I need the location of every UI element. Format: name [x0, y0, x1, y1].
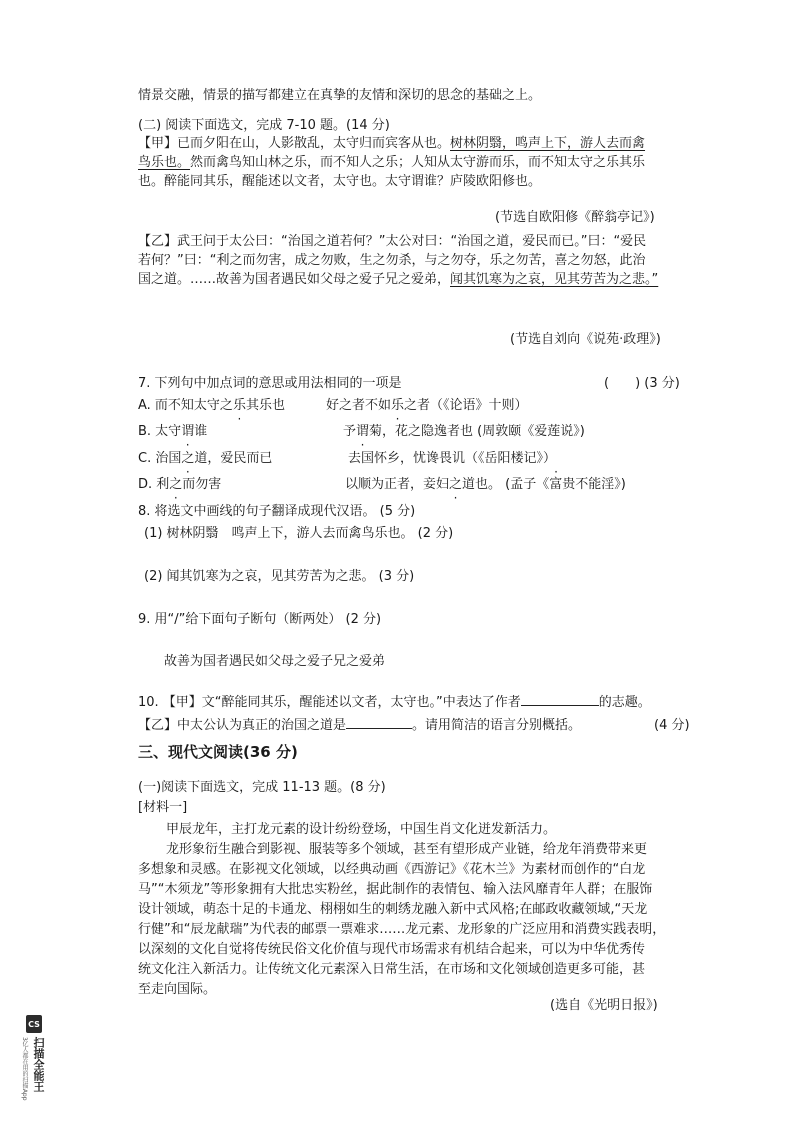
- camscanner-logo-icon: CS: [26, 1015, 42, 1033]
- paragraph-line: 马”“木须龙”等形象拥有大批忠实粉丝，据此制作的表情包、输入法风靡青年人群；在服饰: [138, 882, 653, 897]
- passage-yi-line: 若何？”曰：“利之而勿害，成之勿败，生之勿杀，与之勿夺，乐之勿苦，喜之勿怒，此治: [138, 253, 646, 268]
- paragraph-line: 行健”和“辰龙献瑞”为代表的邮票一票难求……龙元素、龙形象的广泛应用和消费实践表明，: [138, 922, 666, 937]
- passage-jia-line: 也。醉能同其乐，醒能述以文者，太守也。太守谓谁？庐陵欧阳修也。: [138, 174, 542, 189]
- passage-jia-line: 鸟乐也。然而禽鸟知山林之乐，而不知人之乐；人知从太守游而乐，而不知太守之乐其乐: [138, 155, 646, 170]
- watermark-title: 扫描全能王: [32, 1037, 45, 1092]
- section-header: (二) 阅读下面选文，完成 7-10 题。(14 分): [138, 118, 390, 133]
- passage-yi-line: 国之道。……故善为国者遇民如父母之爱子兄之爱弟，闻其饥寒为之哀，见其劳苦为之悲。”: [138, 272, 659, 287]
- question-10-score: (4 分): [654, 718, 690, 733]
- paragraph-line: 统文化注入新活力。让传统文化元素深入日常生活，在市场和文化领域创造更多可能，甚: [138, 962, 646, 977]
- paragraph-line: 龙形象衍生融合到影视、服装等多个领域，甚至有望形成产业链，给龙年消费带来更: [166, 842, 648, 857]
- paragraph-line: 至走向国际。: [138, 982, 217, 997]
- passage-source: (选自《光明日报》): [550, 998, 658, 1013]
- subsection-header: (一)阅读下面选文，完成 11-13 题。(8 分): [138, 780, 386, 795]
- question-9: 9. 用“/”给下面句子断句（断两处） (2 分): [138, 612, 382, 627]
- passage-source: (节选自刘向《说苑·政理》): [510, 332, 661, 347]
- question-8-1: (1) 树林阴翳 鸣声上下，游人去而禽鸟乐也。 (2 分): [144, 526, 454, 541]
- underlined-sentence: 闻其饥寒为之哀，见其劳苦为之悲。”: [450, 272, 659, 287]
- question-9-text: 故善为国者遇民如父母之爱子兄之爱弟: [164, 654, 386, 669]
- question-8-2: (2) 闻其饥寒为之哀，见其劳苦为之悲。 (3 分): [144, 569, 415, 584]
- question-7: 7. 下列句中加点词的意思或用法相同的一项是: [138, 376, 402, 391]
- paragraph-line: 甲辰龙年，主打龙元素的设计纷纷登场，中国生肖文化迸发新活力。: [166, 822, 557, 837]
- watermark-subtitle: 3亿人都在用的扫描App: [21, 1037, 28, 1101]
- question-10-line2: 【乙】中太公认为真正的治国之道是 。请用简洁的语言分别概括。: [138, 718, 582, 733]
- paragraph-line: 设计领域，萌态十足的卡通龙、栩栩如生的刺绣龙融入新中式风格;在邮政收藏领域,“天龙: [138, 902, 648, 917]
- passage-source: (节选自欧阳修《醉翁亭记》): [495, 210, 655, 225]
- passage-yi-line: 【乙】武王问于太公曰：“治国之道若何？”太公对曰：“治国之道，爱民而已。”曰：“爱民: [138, 234, 647, 249]
- question-8: 8. 将选文中画线的句子翻译成现代汉语。 (5 分): [138, 504, 416, 519]
- answer-blank[interactable]: [346, 716, 412, 729]
- underlined-sentence: 树林阴翳，鸣声上下，游人去而禽: [450, 136, 646, 151]
- passage-jia-line: 【甲】已而夕阳在山，人影散乱，太守归而宾客从也。树林阴翳，鸣声上下，游人去而禽: [138, 136, 646, 151]
- question-7-score: ( ) (3 分): [604, 376, 680, 391]
- underlined-sentence: 鸟乐也。: [138, 155, 191, 170]
- section-title: 三、现代文阅读(36 分): [138, 743, 298, 761]
- text-line: 情景交融，情景的描写都建立在真挚的友情和深切的思念的基础之上。: [138, 88, 542, 103]
- question-10-line1: 10. 【甲】文“醉能同其乐，醒能述以文者，太守也。”中表达了作者 的志趣。: [138, 695, 651, 710]
- exam-page: 情景交融，情景的描写都建立在真挚的友情和深切的思念的基础之上。 (二) 阅读下面选文，完成 7-10 题。(14 分) 【甲】已而夕阳在山，人影散乱，太守归而宾客从也。树林阴翳，鸣声上下，游人去而禽 鸟乐也。然而禽鸟知山林之乐，而不知人之乐；人知从太守游而乐，而不知太守之乐其乐 也。醉能同其乐，醒能述以文者，太守也。太守谓谁？庐陵欧阳修也。 (节选自欧阳修《醉翁亭记》) 【乙】武王问于太公曰：“治国之道若何？”太公对曰：“治国之道，爱民而已。”曰：“爱民 若何？”曰：“利之而勿害，成之勿败，生之勿杀，与之勿夺，乐之勿苦，喜之勿怒，此治 国之道。……故善为国者遇民如父母之爱子兄之爱弟，闻其饥寒为之哀，见其劳苦为之悲。” (节选自刘向《说苑·政理》) 7. 下列句中加点词的意思或用法相同的一项是 ( ) (3 分) A. 而不知太守之乐其乐也 好之者不如乐之者（《论语》十则） B. 太守谓谁 予谓菊，花之隐逸者也 (周敦颐《爱莲说》) C. 治国之道，爱民而已 去国怀乡，忧谗畏讥（《岳阳楼记》） D. 利之而勿害 以顺为正者，妾妇之道也。 (孟子《富贵不能淫》) 8. 将选文中画线的句子翻译成现代汉语。 (5 分) (1) 树林阴翳 鸣声上下，游人去而禽鸟乐也。 (2 分) (2) 闻其饥寒为之哀，见其劳苦为之悲。 (3 分) 9. 用“/”给下面句子断句（断两处） (2 分) 故善为国者遇民如父母之爱子兄之爱弟 10. 【甲】文“醉能同其乐，醒能述以文者，太守也。”中表达了作者 的志趣。 【乙】中太公认为真正的治国之道是 。请用简洁的语言分别概括。 (4 分) 三、现代文阅读(36 分) (一)阅读下面选文，完成 11-13 题。(8 分) [材料一] 甲辰龙年，主打龙元素的设计纷纷登场，中国生肖文化迸发新活力。 龙形象衍生融合到影视、服装等多个领域，甚至有望形成产业链，给龙年消费带来更 多想象和灵感。在影视文化领域，以经典动画《西游记》《花木兰》为素材而创作的“白龙 马”“木须龙”等形象拥有大批忠实粉丝，据此制作的表情包、输入法风靡青年人群；在服饰 设计领域，萌态十足的卡通龙、栩栩如生的刺绣龙融入新中式风格;在邮政收藏领域,“天龙 行健”和“辰龙献瑞”为代表的邮票一票难求……龙元素、龙形象的广泛应用和消费实践表明， 以深刻的文化自觉将传统民俗文化价值与现代市场需求有机结合起来，可以为中华优秀传 统文化注入新活力。让传统文化元素深入日常生活，在市场和文化领域创造更多可能，甚 至走向国际。 (选自《光明日报》) CS 扫描全能王 3亿人都在用的扫描App: [0, 0, 794, 1124]
- paragraph-line: 以深刻的文化自觉将传统民俗文化价值与现代市场需求有机结合起来，可以为中华优秀传: [138, 942, 646, 957]
- scanner-watermark: [21, 1015, 46, 1115]
- answer-blank[interactable]: [521, 693, 599, 706]
- paragraph-line: 多想象和灵感。在影视文化领域，以经典动画《西游记》《花木兰》为素材而创作的“白龙: [138, 862, 646, 877]
- material-label: [材料一]: [138, 800, 188, 815]
